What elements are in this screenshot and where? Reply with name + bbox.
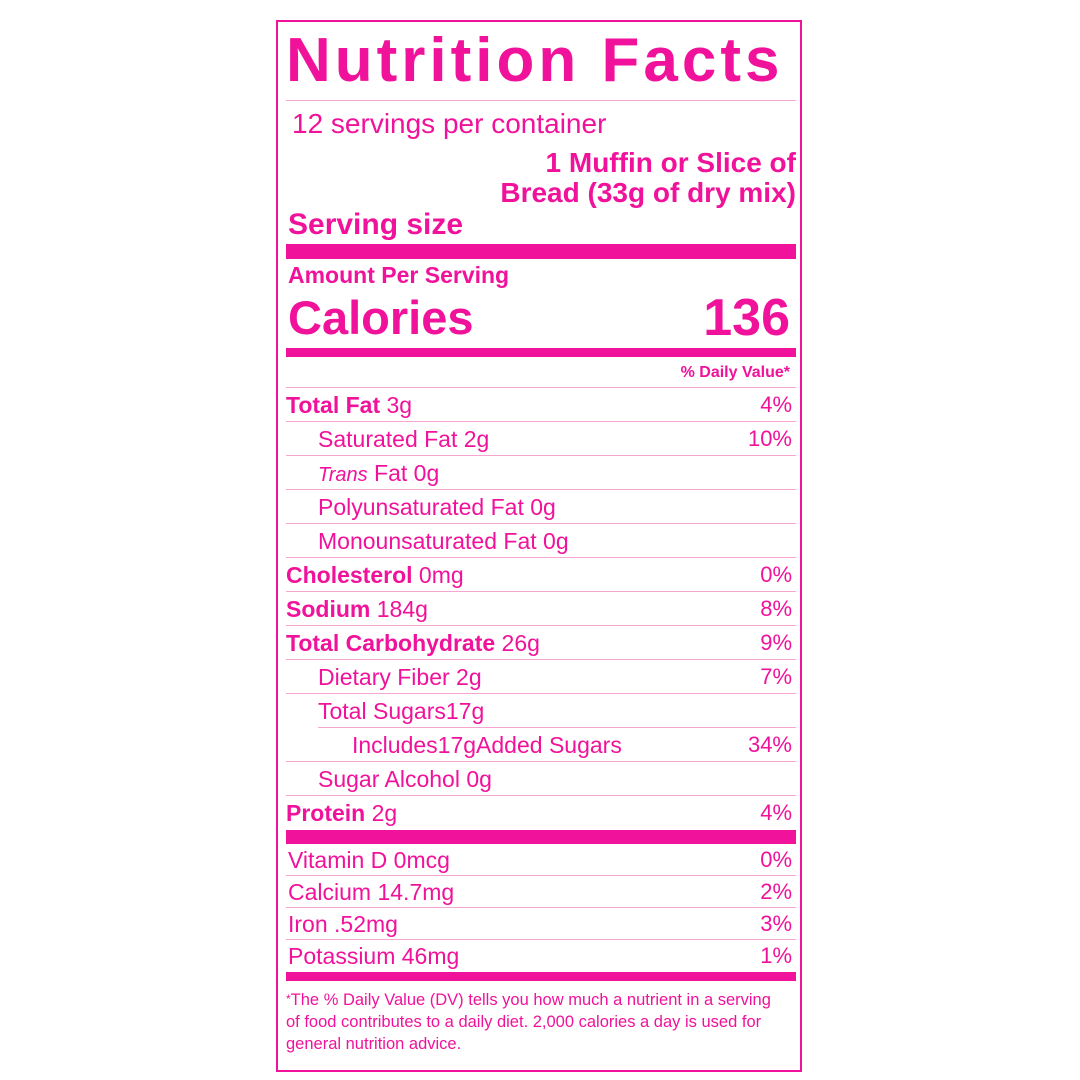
footnote [286,988,786,1055]
thick-divider [286,830,796,844]
vitamin-row-iron [286,908,796,940]
vitamin-name: Calcium [288,879,372,905]
nutrient-name: Total Sugars [318,698,446,724]
nutrient-amount: 0g [530,494,556,520]
vitamin-name: Vitamin D [288,847,388,873]
serving-size-label: Serving size [288,208,464,241]
nutrient-dv: 7% [760,664,792,689]
amount-per-serving: Amount Per Serving [288,262,510,288]
vitamin-dv: 0% [760,847,792,872]
vitamin-row-vitamin-d [286,844,796,876]
nutrient-row-saturated-fat [286,422,796,456]
nutrient-amount: 26g [501,630,540,656]
nutrient-dv: 4% [760,800,792,825]
serving-size-value: 1 Muffin or Slice of Bread (33g of dry mix) [500,147,796,208]
nutrient-dv: 9% [760,630,792,655]
nutrient-row-total-carbohydrate [286,626,796,660]
nutrient-name: Total Fat [286,392,381,418]
nutrient-name: Saturated Fat [318,426,458,452]
nutrient-name: Protein [286,800,366,826]
nutrient-row-sodium [286,592,796,626]
nutrient-prefix: Includes [352,732,438,758]
calories-label: Calories [288,291,474,344]
nutrient-row-total-fat [286,388,796,422]
footnote-text: The % Daily Value (DV) tells you how much a nutrient in a serving of food contributes to a daily diet. 2,000 calories a day is used for general nutrition advice. [286,991,771,1053]
thick-divider [286,244,796,259]
nutrient-amount: 184g [376,596,428,622]
vitamin-dv: 1% [760,943,792,968]
nutrient-name: Cholesterol [286,562,413,588]
nutrient-amount: 3g [386,392,413,418]
vitamin-amount: 46mg [401,943,460,969]
vitamin-row-potassium [286,940,796,972]
nutrient-row-dietary-fiber [286,660,796,694]
vitamin-row-calcium [286,876,796,908]
nutrient-name: Dietary Fiber [318,664,450,690]
nutrient-name-italic: Trans [318,464,368,486]
vitamin-amount: 0mcg [393,847,450,873]
nutrient-amount: 0g [466,766,492,792]
nutrient-row-added-sugars [286,728,796,762]
nutrient-dv: 0% [760,562,792,587]
nutrient-amount: 0mg [418,562,464,588]
nutrient-row-trans-fat [286,456,796,490]
nutrient-name: Monounsaturated Fat [318,528,537,554]
footnote-star: * [286,992,291,1006]
nutrient-name: Polyunsaturated Fat [318,494,524,520]
nutrient-name: Added Sugars [476,732,622,758]
nutrient-row-sugar-alcohol [286,762,796,796]
nutrient-row-polyunsaturated-fat [286,490,796,524]
nutrient-amount: 2g [371,800,398,826]
nutrient-dv: 4% [760,392,792,417]
nutrient-amount: 17g [445,698,485,724]
nutrient-amount: 0g [543,528,569,554]
nutrient-dv: 8% [760,596,792,621]
vitamin-amount: 14.7mg [377,879,455,905]
nutrient-dv: 34% [747,732,792,757]
nutrient-row-total-sugars [286,694,796,728]
nutrient-name: Sodium [286,596,371,622]
vitamin-name: Potassium [288,943,396,969]
nutrient-name: Fat [374,460,408,486]
vitamin-amount: .52mg [334,911,398,937]
medium-divider [286,972,796,981]
vitamin-name: Iron [288,911,328,937]
nutrient-amount: 2g [463,426,490,452]
nutrient-amount: 2g [456,664,482,690]
divider [286,100,796,101]
label-title: Nutrition Facts [286,26,784,95]
nutrient-amount: 0g [413,460,440,486]
nutrient-name: Sugar Alcohol [318,766,460,792]
nutrient-row-cholesterol [286,558,796,592]
nutrient-name: Total Carbohydrate [286,630,496,656]
daily-value-header: % Daily Value* [680,364,790,381]
calories-value: 136 [703,289,790,347]
nutrient-dv: 10% [747,426,792,451]
servings-per-container: 12 servings per container [292,108,607,139]
nutrient-amount: 17g [437,732,477,758]
medium-divider [286,348,796,357]
nutrient-row-monounsaturated-fat [286,524,796,558]
vitamin-dv: 3% [760,911,792,936]
nutrient-row-protein [286,796,796,830]
vitamin-dv: 2% [760,879,792,904]
nutrition-facts-label [276,20,802,1072]
